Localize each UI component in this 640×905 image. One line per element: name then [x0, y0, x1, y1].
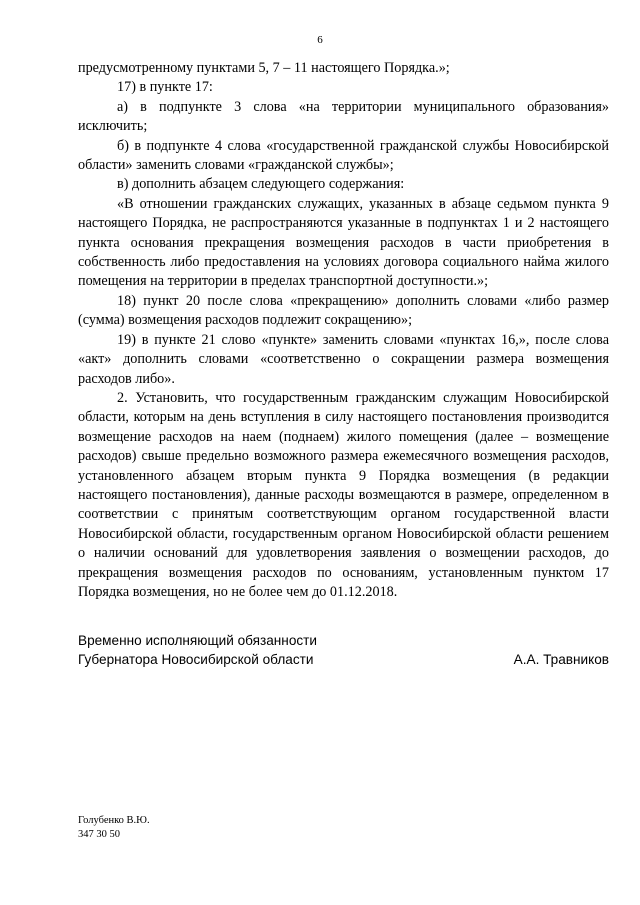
paragraph: а) в подпункте 3 слова «на территории муниципального образования» исключить; — [78, 98, 609, 135]
paragraph: предусмотренному пунктами 5, 7 – 11 настоящего Порядка.»; — [78, 60, 450, 76]
document-body — [78, 59, 609, 602]
paragraph: в) дополнить абзацем следующего содержания: — [117, 176, 405, 193]
signatory-name: А.А. Травников — [513, 652, 609, 668]
paragraph: б) в подпункте 4 слова «государственной гражданской службы Новосибирской области» заменить словами «гражданской службы»; — [78, 137, 609, 174]
signature-block — [78, 631, 609, 670]
signature-row — [78, 650, 609, 669]
paragraph: «В отношении гражданских служащих, указанных в абзаце седьмом пункта 9 настоящего Порядка, не распространяются указанные в подпунктах 1 и 2 настоящего пункта основания прекращения возмещения расходов в части приобретения в собственность либо предоставления на условиях договора социального найма жилого помещения на территории в пределах транспортной доступности.»; — [78, 195, 609, 290]
paragraph: 19) в пункте 21 слово «пункте» заменить словами «пунктах 16,», после слова «акт» дополнить словами «соответственно о сокращении размера возмещения расходов либо». — [78, 331, 609, 387]
page-number: 6 — [317, 34, 323, 46]
executor-phone: 347 30 50 — [78, 829, 120, 840]
paragraph: 18) пункт 20 после слова «прекращению» дополнить словами «либо размер (сумма) возмещения расходов подлежит сокращению»; — [78, 292, 609, 329]
paragraph: 17) в пункте 17: — [117, 79, 213, 96]
paragraph: 2. Установить, что государственным гражданским служащим Новосибирской области, которым на день вступления в силу настоящего постановления производится возмещение расходов на наем (поднаем) жилого помещения (далее – возмещение расходов) свыше предельно возможного размера ежемесячного возмещения расходов, установленного абзацем вторым пункта 9 Порядка возмещения (в редакции настоящего постановления), данные расходы возмещаются в размере, определенном в соответствии с принятым соответствующим органом государственной власти Новосибирской области, государственным органом Новосибирской области решением о наличии оснований для удовлетворения заявления о возмещении расходов, до прекращения возмещения расходов по основаниям, установленным пунктом 17 Порядка возмещения, но не более чем до 01.12.2018. — [78, 389, 609, 600]
signatory-position-line1: Временно исполняющий обязанности — [78, 633, 317, 648]
executor-block — [78, 814, 150, 842]
signatory-position-line2: Губернатора Новосибирской области — [78, 652, 314, 668]
executor-name: Голубенко В.Ю. — [78, 815, 150, 826]
